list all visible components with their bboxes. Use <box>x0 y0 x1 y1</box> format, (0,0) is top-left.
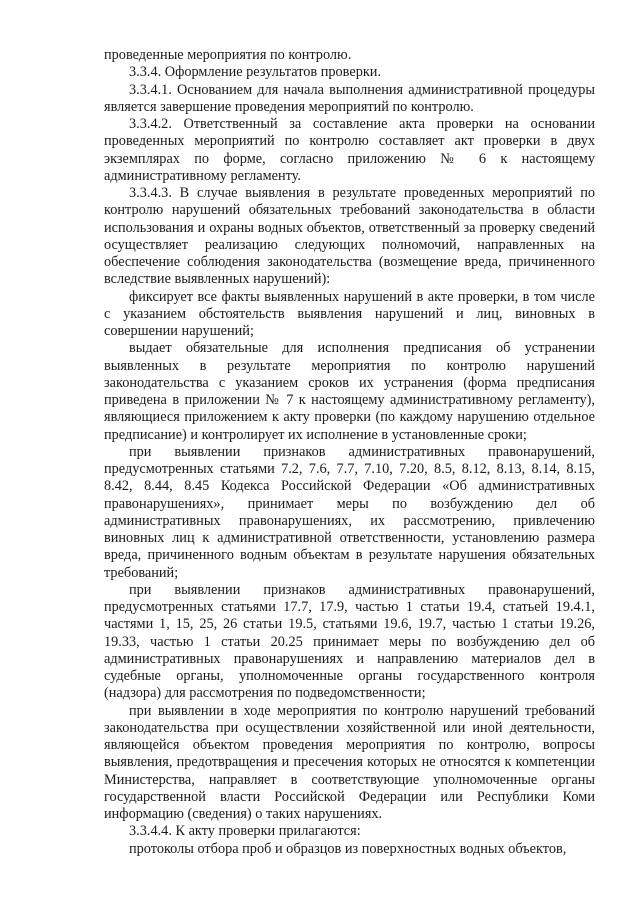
paragraph-fixes-violations: фиксирует все факты выявленных нарушений в акте проверки, в том числе с указанием обстоятельств выявления нарушений и лиц, виновных в совершении нарушений; <box>104 288 595 339</box>
paragraph-3-3-4-2: 3.3.4.2. Ответственный за составление акта проверки на основании проведенных мероприятий по контролю составляет акт проверки в двух экземплярах по форме, согласно приложению № 6 к настоящему административному регламенту. <box>104 116 595 184</box>
section-heading-3-3-4: 3.3.4. Оформление результатов проверки. <box>129 64 382 81</box>
paragraph-sampling-protocols: протоколы отбора проб и образцов из поверхностных водных объектов, <box>129 840 567 857</box>
paragraph-3-3-4-4: 3.3.4.4. К акту проверки прилагаются: <box>129 823 361 840</box>
paragraph-3-3-4-3: 3.3.4.3. В случае выявления в результате проведенных мероприятий по контролю нарушений обязательных требований законодательства в области использования и охраны водных объектов, ответственный за проверку сведений осуществляет реализацию следующих полномочий, направленных на обеспечение соблюдения законодательства (возмещение вреда, причиненного вследствие выявленных нарушений): <box>104 185 595 288</box>
paragraph-other-violations: при выявлении в ходе мероприятия по контролю нарушений требований законодательства при осуществлении хозяйственной или иной деятельности, являющейся объектом проведения мероприятия по контролю, вопросы выявления, предотвращения и пресечения которых не относятся к компетенции Министерства, направляет в соответствующие уполномоченные органы государственной власти Российской Федерации или Республики Коми информацию (сведения) о таких нарушениях. <box>104 702 595 822</box>
document-body <box>104 47 595 858</box>
paragraph-administrative-offences-2: при выявлении признаков административных правонарушений, предусмотренных статьями 17.7, 17.9, частью 1 статьи 19.4, статьей 19.4.1, частями 1, 15, 25, 26 статьи 19.5, статьями 19.6, 19.7, частью 1 статьи 19.26, 19.33, частью 1 статьи 20.25 принимает меры по возбуждению дел об административных правонарушениях и направлению материалов дел в судебные органы, уполномоченные органы государственного контроля (надзора) для рассмотрения по подведомственности; <box>104 581 595 702</box>
paragraph-issues-orders: выдает обязательные для исполнения предписания об устранении выявленных в результате мероприятия по контролю нарушений законодательства с указанием сроков их устранения (форма предписания приведена в приложении № 7 к настоящему административному регламенту), являющиеся приложением к акту проверки (по каждому нарушению отдельное предписание) и контролирует их исполнение в установленные сроки; <box>104 340 595 443</box>
paragraph-3-3-4-1: 3.3.4.1. Основанием для начала выполнения административной процедуры является завершение проведения мероприятий по контролю. <box>104 81 595 115</box>
paragraph-administrative-offences-1: при выявлении признаков административных правонарушений, предусмотренных статьями 7.2, 7.6, 7.7, 7.10, 7.20, 8.5, 8.12, 8.13, 8.14, 8.15, 8.42, 8.44, 8.45 Кодекса Российской Федерации «Об административных правонарушениях», принимает меры по возбуждению дел об административных правонарушениях, их рассмотрению, привлечению виновных лиц к административной ответственности, установлению размера вреда, причиненного водным объектам в результате нарушения обязательных требований; <box>104 443 595 581</box>
paragraph-continuation: проведенные мероприятия по контролю. <box>104 47 352 63</box>
